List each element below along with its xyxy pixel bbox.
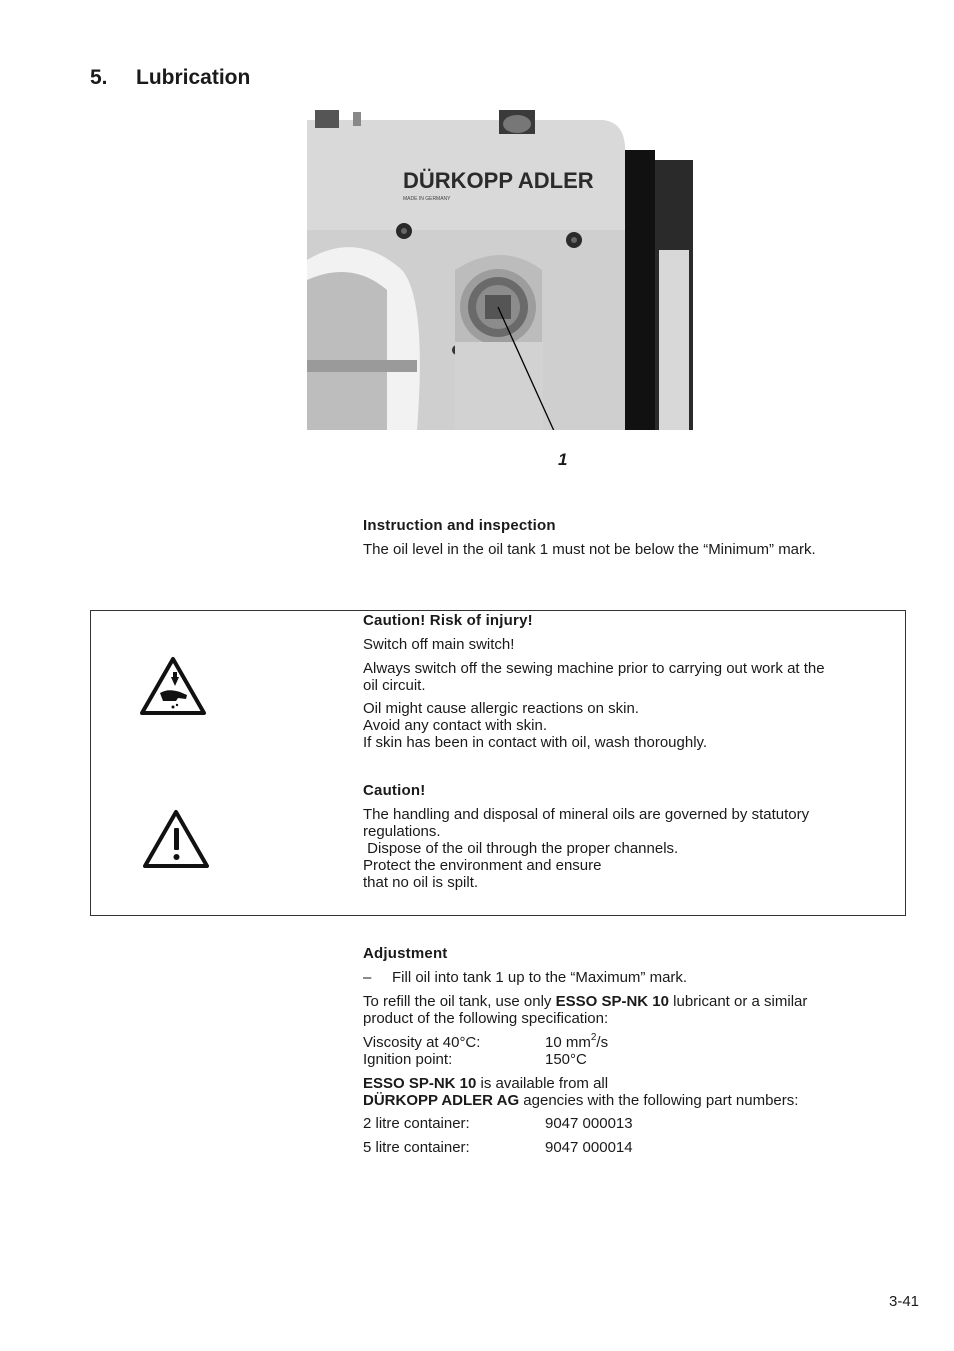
caution-injury-title: Caution! Risk of injury! <box>363 612 533 629</box>
section-number: 5. <box>90 66 108 89</box>
section-heading <box>90 66 250 90</box>
caution-injury-skin-notes <box>363 700 707 751</box>
caution-text: The handling and disposal of mineral oils are governed by statutory regulations. Dispose of the oil through the proper channels. Protect the environment and ensure that no oil is spilt. <box>363 806 810 891</box>
availability-text: ESSO SP-NK 10 is available from all DÜRKOPP ADLER AG agencies with the following part numbers: <box>363 1075 799 1109</box>
brand-text: DÜRKOPP ADLER <box>403 168 594 193</box>
spec-row-ignition: Ignition point: 150°C <box>363 1051 587 1068</box>
section-title: Lubrication <box>136 66 251 89</box>
skin-note-1: Oil might cause allergic reactions on skin. <box>363 700 639 717</box>
dash-bullet: – <box>363 969 372 986</box>
hand-injury-warning-icon <box>138 655 208 717</box>
spec-row-viscosity: Viscosity at 40°C: 10 $mm^2/s$ <box>363 1032 609 1051</box>
warning-icon <box>141 808 211 870</box>
product-name: ESSO SP-NK 10 <box>555 993 669 1010</box>
brand-subtext: MADE IN GERMANY <box>403 196 451 202</box>
spec-table <box>363 1034 608 1068</box>
page-number: 3-41 <box>889 1293 920 1310</box>
skin-note-3: If skin has been in contact with oil, wash thoroughly. <box>363 734 708 751</box>
caution-title: Caution! <box>363 782 426 799</box>
instruction-title: Instruction and inspection <box>363 517 556 534</box>
adjustment-step-1: – Fill oil into tank 1 up to the “Maximum” mark. <box>363 969 688 986</box>
callout-number: 1 <box>558 450 568 469</box>
part-row-2l: 2 litre container: 9047 000013 <box>363 1115 633 1132</box>
adjustment-title: Adjustment <box>363 945 448 962</box>
instruction-text: The oil level in the oil tank 1 must not be below the “Minimum” mark. <box>363 541 816 558</box>
refill-text: To refill the oil tank, use only ESSO SP-NK 10 lubricant or a similar product of the following specification: <box>363 993 808 1027</box>
part-row-5l: 5 litre container: 9047 000014 <box>363 1139 633 1156</box>
caution-injury-line1: Switch off main switch! <box>363 636 515 653</box>
skin-note-2: Avoid any contact with skin. <box>363 717 547 734</box>
caution-injury-line2: Always switch off the sewing machine prior to carrying out work at the oil circuit. <box>363 660 825 694</box>
